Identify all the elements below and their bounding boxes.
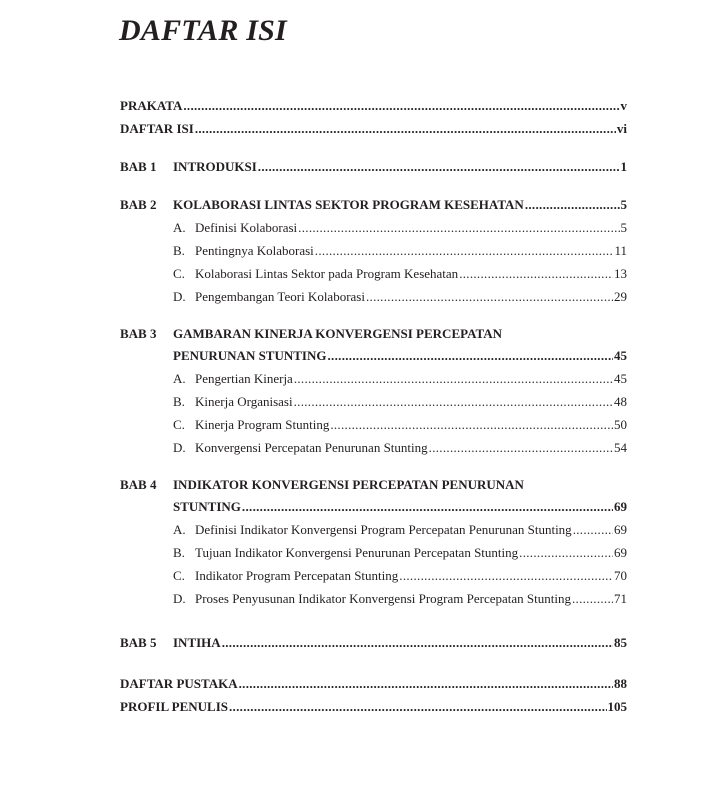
entry-page: 88 <box>614 676 627 691</box>
chapter-title: INTIHA <box>173 635 221 650</box>
entry-page: 1 <box>620 159 627 174</box>
dot-leader <box>258 155 620 178</box>
dot-leader <box>328 344 614 367</box>
section-letter: C. <box>173 568 185 583</box>
entry-page: 5 <box>620 197 627 212</box>
dot-leader <box>330 413 613 436</box>
entry-page: vi <box>616 121 627 136</box>
entry-page: 105 <box>607 699 627 714</box>
chapter-title: KOLABORASI LINTAS SEKTOR PROGRAM KESEHATAN <box>173 197 524 212</box>
chapter-number: BAB 3 <box>120 326 157 341</box>
entry-page: 70 <box>614 568 627 583</box>
toc-section[interactable] <box>120 216 627 239</box>
section-letter: B. <box>173 243 185 258</box>
dot-leader <box>525 193 620 216</box>
toc-section[interactable] <box>120 239 627 262</box>
toc-section[interactable] <box>120 436 627 459</box>
section-letter: C. <box>173 266 185 281</box>
entry-page: 11 <box>614 243 627 258</box>
section-title: Definisi Kolaborasi <box>195 220 298 235</box>
section-title: Kinerja Program Stunting <box>195 417 330 432</box>
toc-section[interactable] <box>120 262 627 285</box>
entry-label: PRAKATA <box>120 98 183 113</box>
entry-page: 54 <box>614 440 627 455</box>
dot-leader <box>573 518 613 541</box>
entry-page: 69 <box>614 499 627 514</box>
section-letter: B. <box>173 394 185 409</box>
toc-section[interactable] <box>120 285 627 308</box>
chapter-number: BAB 4 <box>120 477 157 492</box>
section-title: Pentingnya Kolaborasi <box>195 243 314 258</box>
toc-section[interactable] <box>120 390 627 413</box>
chapter-title: INDIKATOR KONVERGENSI PERCEPATAN PENURUNAN <box>173 477 524 492</box>
entry-label: DAFTAR PUSTAKA <box>120 676 238 691</box>
entry-page: 45 <box>614 348 627 363</box>
dot-leader <box>519 541 613 564</box>
section-letter: A. <box>173 522 186 537</box>
chapter-title: GAMBARAN KINERJA KONVERGENSI PERCEPATAN <box>173 326 502 341</box>
toc-section[interactable] <box>120 541 627 564</box>
dot-leader <box>366 285 613 308</box>
toc-entry-daftar-pustaka[interactable] <box>120 672 627 695</box>
section-title: Pengertian Kinerja <box>195 371 293 386</box>
section-title: Konvergensi Percepatan Penurunan Stunting <box>195 440 428 455</box>
dot-leader <box>294 390 613 413</box>
toc-entry-daftar-isi[interactable] <box>120 117 627 140</box>
entry-page: 45 <box>614 371 627 386</box>
dot-leader <box>239 672 613 695</box>
entry-label: DAFTAR ISI <box>120 121 194 136</box>
toc-chapter-5[interactable] <box>120 631 627 654</box>
entry-page: 71 <box>614 591 627 606</box>
chapter-number: BAB 2 <box>120 197 157 212</box>
dot-leader <box>572 587 613 610</box>
entry-page: v <box>620 98 627 113</box>
toc-chapter-3[interactable] <box>120 323 627 344</box>
chapter-number: BAB 5 <box>120 635 157 650</box>
toc-section[interactable] <box>120 564 627 587</box>
toc-chapter-2[interactable] <box>120 193 627 216</box>
chapter-title: STUNTING <box>173 499 241 514</box>
section-title: Kolaborasi Lintas Sektor pada Program Kesehatan <box>195 266 459 281</box>
dot-leader <box>294 367 613 390</box>
entry-label: PROFIL PENULIS <box>120 699 228 714</box>
entry-page: 29 <box>614 289 627 304</box>
page-title: DAFTAR ISI <box>119 14 287 47</box>
toc-chapter-4[interactable] <box>120 474 627 495</box>
section-letter: C. <box>173 417 185 432</box>
toc-chapter-4-continued[interactable] <box>120 495 627 518</box>
section-letter: D. <box>173 289 186 304</box>
dot-leader <box>399 564 613 587</box>
entry-page: 85 <box>614 635 627 650</box>
toc-section[interactable] <box>120 518 627 541</box>
dot-leader <box>298 216 619 239</box>
chapter-number: BAB 1 <box>120 159 157 174</box>
section-letter: D. <box>173 591 186 606</box>
toc-section[interactable] <box>120 413 627 436</box>
entry-page: 13 <box>614 266 627 281</box>
section-title: Tujuan Indikator Konvergensi Penurunan Percepatan Stunting <box>195 545 519 560</box>
section-letter: A. <box>173 371 186 386</box>
chapter-title: INTRODUKSI <box>173 159 257 174</box>
entry-page: 69 <box>614 545 627 560</box>
dot-leader <box>195 117 616 140</box>
section-letter: D. <box>173 440 186 455</box>
section-title: Kinerja Organisasi <box>195 394 293 409</box>
toc-entry-prakata[interactable] <box>120 94 627 117</box>
toc-chapter-3-continued[interactable] <box>120 344 627 367</box>
dot-leader <box>459 262 613 285</box>
entry-page: 5 <box>620 220 627 235</box>
toc-entry-profil-penulis[interactable] <box>120 695 627 718</box>
dot-leader <box>242 495 613 518</box>
toc-section[interactable] <box>120 367 627 390</box>
section-title: Definisi Indikator Konvergensi Program Percepatan Penurunan Stunting <box>195 522 572 537</box>
entry-page: 69 <box>614 522 627 537</box>
toc-section[interactable] <box>120 587 627 610</box>
dot-leader <box>183 94 619 117</box>
section-title: Pengembangan Teori Kolaborasi <box>195 289 365 304</box>
section-letter: A. <box>173 220 186 235</box>
dot-leader <box>222 631 613 654</box>
chapter-title: PENURUNAN STUNTING <box>173 348 327 363</box>
section-title: Proses Penyusunan Indikator Konvergensi Program Percepatan Stunting <box>195 591 571 606</box>
dot-leader <box>429 436 613 459</box>
section-title: Indikator Program Percepatan Stunting <box>195 568 399 583</box>
entry-page: 48 <box>614 394 627 409</box>
table-of-contents <box>120 94 627 718</box>
dot-leader <box>229 695 607 718</box>
toc-chapter-1[interactable] <box>120 155 627 178</box>
entry-page: 50 <box>614 417 627 432</box>
dot-leader <box>315 239 614 262</box>
section-letter: B. <box>173 545 185 560</box>
